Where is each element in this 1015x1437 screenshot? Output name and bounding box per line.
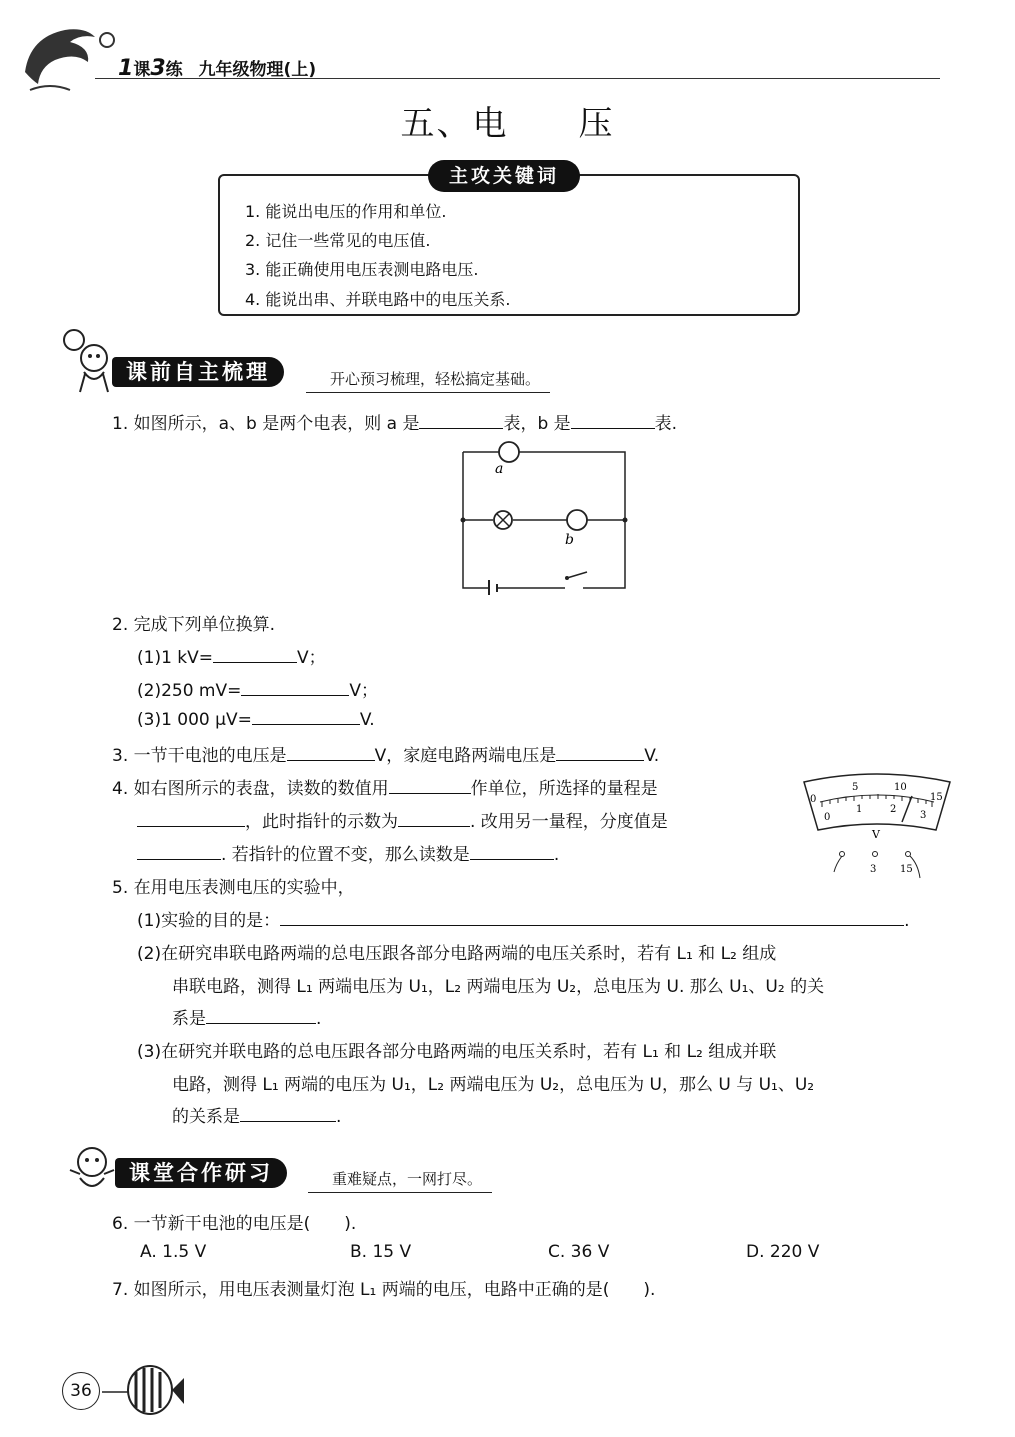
bottom-scale-2: 2 — [890, 804, 897, 815]
q2-l1-text: (1)1 kV= — [137, 648, 214, 668]
top-scale-0: 0 — [810, 794, 817, 805]
question-6: 6. 一节新干电池的电压是( ). — [112, 1214, 357, 1234]
q3-text-a: 3. 一节干电池的电压是 — [112, 746, 287, 766]
meter-b-circle — [567, 510, 587, 530]
q6-option-d[interactable]: D. 220 V — [746, 1242, 820, 1262]
section-subtitle-class: 重难疑点，一网打尽。 — [308, 1168, 492, 1193]
q5-blank-2[interactable] — [206, 1007, 316, 1024]
q3-text-b: V，家庭电路两端电压是 — [374, 746, 557, 766]
q3-text-c: V. — [644, 746, 660, 766]
q5-s3-line-2: 电路，测得 L₁ 两端的电压为 U₁，L₂ 两端电压为 U₂，总电压为 U，那么 U 与 U₁、U₂ — [172, 1075, 815, 1095]
q1-blank-2[interactable] — [571, 412, 655, 429]
q4-l1-text-b: 作单位，所选择的量程是 — [470, 779, 658, 799]
q4-line-3 — [137, 840, 559, 865]
top-scale-5: 5 — [852, 782, 859, 793]
q4-l3-text-a: . 若指针的位置不变，那么读数是 — [221, 845, 470, 865]
dolphin-logo — [10, 12, 120, 97]
question-7: 7. 如图所示，用电压表测量灯泡 L₁ 两端的电压，电路中正确的是( ). — [112, 1280, 656, 1300]
title-part1: 五、电 — [400, 104, 509, 144]
bottom-scale-3: 3 — [920, 810, 927, 821]
key-points-badge: 主攻关键词 — [428, 160, 580, 192]
q2-blank-2[interactable] — [241, 679, 349, 696]
q3-blank-2[interactable] — [556, 744, 644, 761]
q1-text-b: 表，b 是 — [503, 414, 571, 434]
q4-l3-text-b: . — [553, 845, 560, 865]
meter-a-circle — [499, 442, 519, 462]
question-2: 2. 完成下列单位换算. — [112, 615, 276, 635]
key-point-4: 4. 能说出串、并联电路中的电压关系. — [245, 290, 511, 309]
q5-blank-3[interactable] — [240, 1105, 336, 1122]
label-a: a — [495, 461, 504, 477]
q4-blank-2[interactable] — [137, 810, 245, 827]
voltmeter-dial-diagram — [800, 772, 955, 882]
page-title — [0, 96, 1015, 145]
question-5: 5. 在用电压表测电压的实验中， — [112, 878, 355, 898]
q3-blank-1[interactable] — [287, 744, 375, 761]
q4-blank-5[interactable] — [470, 843, 554, 860]
top-scale-15: 15 — [930, 792, 943, 803]
title-part2: 压 — [578, 104, 615, 144]
question-1 — [112, 409, 677, 434]
brand-ke: 课 — [133, 60, 151, 80]
q4-blank-1[interactable] — [389, 777, 471, 794]
meter-unit: V — [872, 828, 880, 841]
section-badge-preview: 课前自主梳理 — [112, 357, 284, 387]
question-3 — [112, 741, 659, 766]
q5-blank-1[interactable] — [280, 909, 904, 926]
q5-s3-line-1: (3)在研究并联电路的总电压跟各部分电路两端的电压关系时，若有 L₁ 和 L₂ 组成并联 — [137, 1042, 777, 1062]
mascot-icon-2 — [60, 1140, 120, 1200]
key-point-2: 2. 记住一些常见的电压值. — [245, 231, 431, 250]
q4-blank-4[interactable] — [137, 843, 221, 860]
q4-blank-3[interactable] — [398, 810, 470, 827]
q1-text-c: 表. — [654, 414, 678, 434]
key-point-1: 1. 能说出电压的作用和单位. — [245, 202, 447, 221]
label-b: b — [565, 532, 574, 548]
q4-l2-text-b: . 改用另一量程，分度值是 — [470, 812, 668, 832]
q2-blank-3[interactable] — [252, 708, 360, 725]
q6-option-a[interactable]: A. 1.5 V — [140, 1242, 207, 1262]
q5-s2-line-2: 串联电路，测得 L₁ 两端电压为 U₁，L₂ 两端电压为 U₂，总电压为 U. 那么 U₁、U₂ 的关 — [172, 977, 825, 997]
q4-l2-text-a: ，此时指针的示数为 — [245, 812, 398, 832]
q5-s3-l3-text: 的关系是 — [172, 1107, 240, 1127]
top-scale-10: 10 — [894, 782, 907, 793]
q5-s1-text: (1)实验的目的是： — [137, 911, 281, 931]
book-title: 九年级物理(上) — [198, 60, 317, 80]
mascot-icon — [60, 326, 120, 396]
q5-s3-l3-end: . — [336, 1107, 342, 1127]
q2-l3-text: (3)1 000 μV= — [137, 710, 252, 730]
q2-l3-unit: V. — [359, 710, 375, 730]
q6-option-b[interactable]: B. 15 V — [350, 1242, 412, 1262]
lamp-icon — [494, 511, 512, 529]
q5-s1-end: . — [904, 911, 910, 931]
terminal-3: 3 — [870, 864, 877, 875]
q5-s3-line-3 — [172, 1102, 341, 1127]
q5-s2-line-3 — [172, 1004, 321, 1029]
q2-l2-unit: V； — [349, 681, 379, 701]
page-number: 36 — [62, 1372, 100, 1410]
q1-circuit-diagram — [455, 440, 635, 595]
q6-option-c[interactable]: C. 36 V — [548, 1242, 610, 1262]
q2-line-3 — [137, 708, 375, 730]
section-subtitle-preview: 开心预习梳理，轻松搞定基础。 — [306, 368, 550, 393]
q4-line-2 — [137, 807, 668, 832]
q2-line-1 — [137, 643, 326, 668]
q2-l1-unit: V； — [297, 648, 326, 668]
key-point-3: 3. 能正确使用电压表测电路电压. — [245, 260, 479, 279]
q5-s2-l3-end: . — [316, 1009, 322, 1029]
q2-line-2 — [137, 676, 378, 701]
q2-blank-1[interactable] — [213, 646, 297, 663]
brand-lian: 练 — [165, 60, 183, 80]
q4-l1-text-a: 4. 如右图所示的表盘，读数的数值用 — [112, 779, 389, 799]
header-rule — [95, 78, 940, 79]
bottom-scale-1: 1 — [856, 804, 863, 815]
bottom-scale-0: 0 — [824, 812, 831, 823]
q1-blank-1[interactable] — [419, 412, 503, 429]
terminal-15: 15 — [900, 864, 913, 875]
q1-text-a: 1. 如图所示，a、b 是两个电表，则 a 是 — [112, 414, 420, 434]
q2-l2-text: (2)250 mV= — [137, 681, 242, 701]
fish-icon — [100, 1360, 185, 1420]
q5-s2-line-1: (2)在研究串联电路两端的总电压跟各部分电路两端的电压关系时，若有 L₁ 和 L₂ 组成 — [137, 944, 777, 964]
section-badge-class: 课堂合作研习 — [115, 1158, 287, 1188]
q5-sub-1 — [137, 906, 910, 931]
brand-three: 3 — [150, 56, 166, 81]
brand-one: 1 — [118, 56, 134, 81]
q4-line-1 — [112, 774, 658, 799]
q5-s2-l3-text: 系是 — [172, 1009, 206, 1029]
